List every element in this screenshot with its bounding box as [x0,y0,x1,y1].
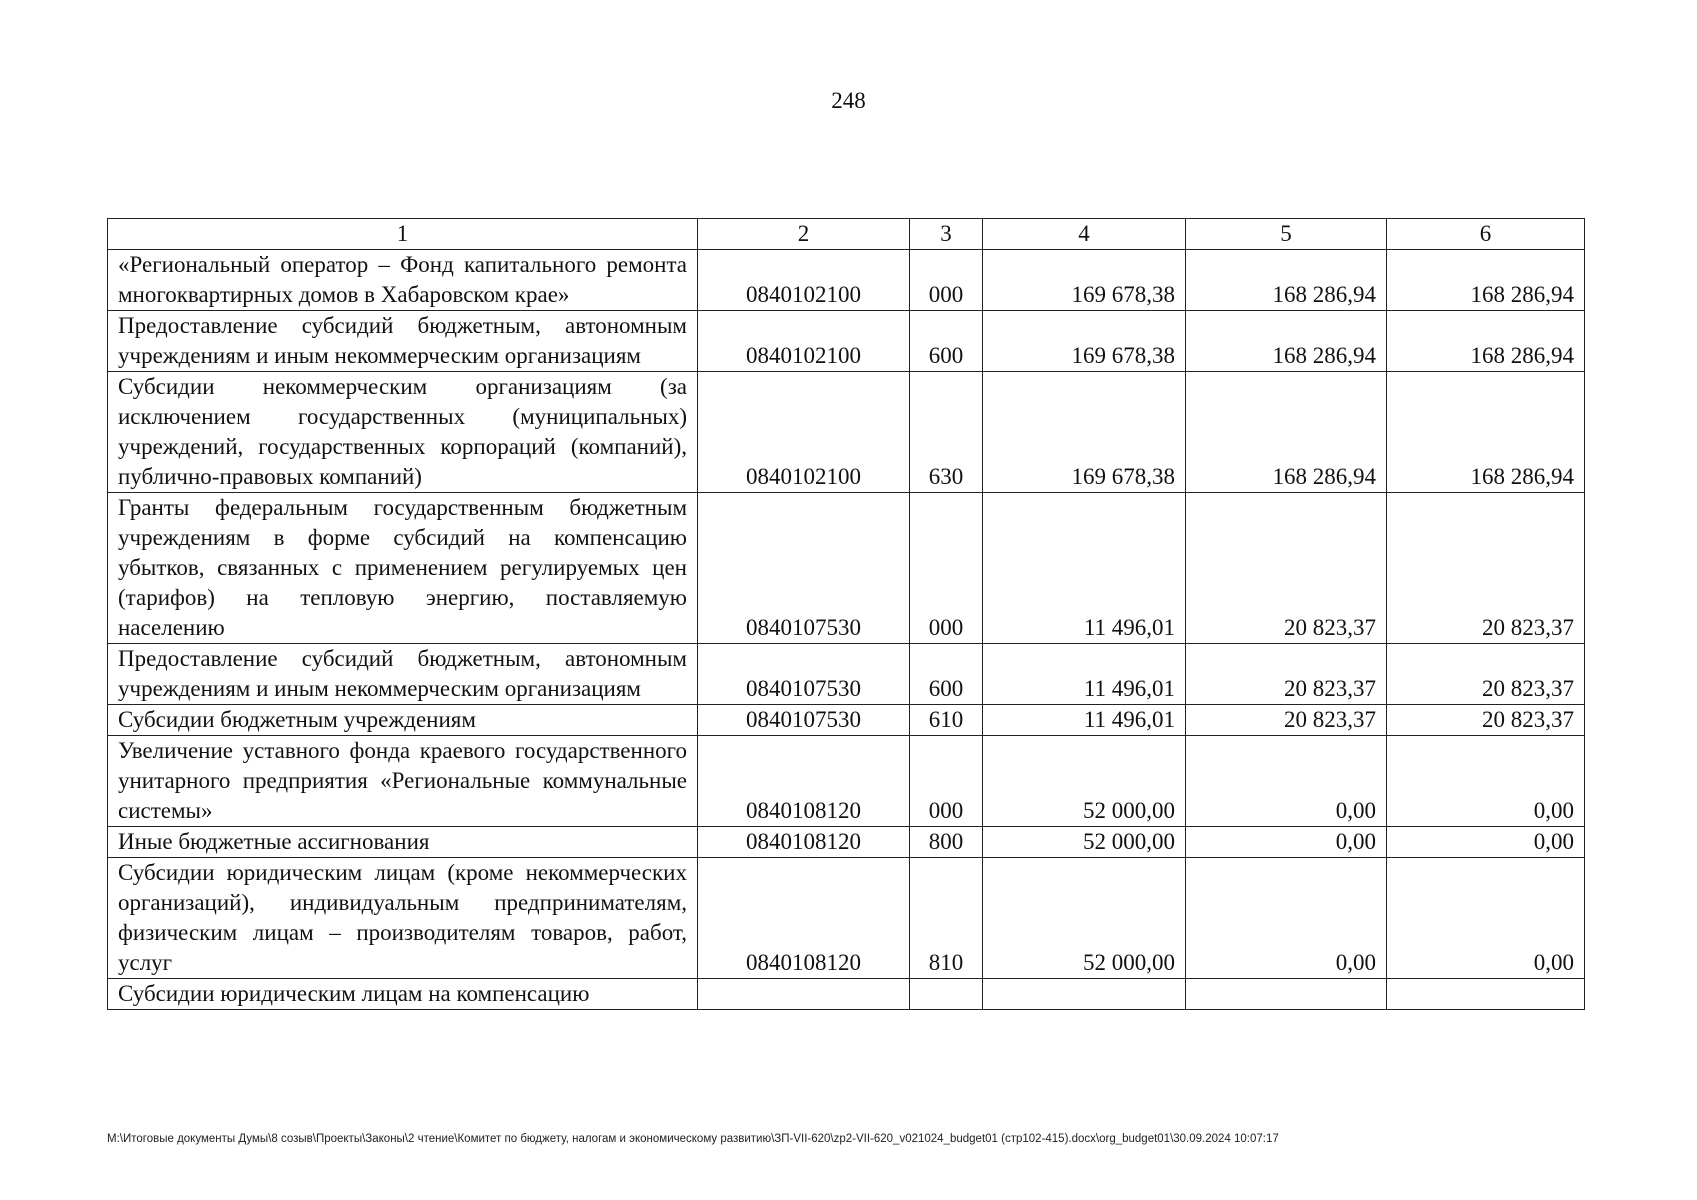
row-amount-col6: 0,00 [1387,736,1585,827]
row-amount-col4: 169 678,38 [983,372,1186,493]
column-header-6: 6 [1387,219,1585,250]
row-target-code: 0840107530 [698,644,910,705]
column-header-2: 2 [698,219,910,250]
row-amount-col6: 20 823,37 [1387,493,1585,644]
row-target-code: 0840108120 [698,827,910,858]
row-description: Предоставление субсидий бюджетным, автономным учреждениям и иным некоммерческим организациям [108,644,698,705]
table-row [108,311,1585,372]
table-row [108,736,1585,827]
row-amount-col4: 11 496,01 [983,705,1186,736]
row-amount-col5: 0,00 [1186,827,1387,858]
row-amount-col4: 169 678,38 [983,311,1186,372]
row-amount-col6: 20 823,37 [1387,644,1585,705]
row-amount-col4: 52 000,00 [983,858,1186,979]
document-file-path-footer: M:\Итоговые документы Думы\8 созыв\Проекты\Законы\2 чтение\Комитет по бюджету, налогам и экономическому развитию\ЗП-VII-620\zp2-VII-620_v021024_budget01 (стр102-415).docx\org_budget01\30.09.2024 10:07:17 [107,1133,1279,1145]
row-amount-col5: 0,00 [1186,858,1387,979]
table-row [108,827,1585,858]
row-amount-col4: 11 496,01 [983,493,1186,644]
row-expense-type: 610 [910,705,983,736]
row-amount-col4 [983,979,1186,1010]
row-description: Субсидии юридическим лицам (кроме некоммерческих организаций), индивидуальным предпринимателям, физическим лицам – производителям товаров, работ, услуг [108,858,698,979]
row-description: Предоставление субсидий бюджетным, автономным учреждениям и иным некоммерческим организациям [108,311,698,372]
row-amount-col5: 0,00 [1186,736,1387,827]
column-header-3: 3 [910,219,983,250]
row-description: Субсидии бюджетным учреждениям [108,705,698,736]
row-amount-col4: 11 496,01 [983,644,1186,705]
row-amount-col5: 20 823,37 [1186,644,1387,705]
column-header-4: 4 [983,219,1186,250]
table-row [108,979,1585,1010]
row-amount-col6: 168 286,94 [1387,250,1585,311]
row-expense-type: 810 [910,858,983,979]
row-amount-col5: 20 823,37 [1186,705,1387,736]
row-amount-col5: 168 286,94 [1186,311,1387,372]
row-expense-type: 600 [910,644,983,705]
row-description: Иные бюджетные ассигнования [108,827,698,858]
row-amount-col5 [1186,979,1387,1010]
table-row [108,250,1585,311]
row-expense-type: 600 [910,311,983,372]
row-amount-col6: 168 286,94 [1387,311,1585,372]
row-amount-col6 [1387,979,1585,1010]
column-header-1: 1 [108,219,698,250]
row-description: «Региональный оператор – Фонд капитального ремонта многоквартирных домов в Хабаровском крае» [108,250,698,311]
row-amount-col6: 20 823,37 [1387,705,1585,736]
row-amount-col6: 168 286,94 [1387,372,1585,493]
table-row [108,493,1585,644]
table-row [108,644,1585,705]
row-description: Увеличение уставного фонда краевого государственного унитарного предприятия «Региональные коммунальные системы» [108,736,698,827]
row-target-code: 0840102100 [698,250,910,311]
row-target-code: 0840107530 [698,493,910,644]
row-amount-col6: 0,00 [1387,827,1585,858]
row-amount-col5: 20 823,37 [1186,493,1387,644]
row-amount-col4: 52 000,00 [983,736,1186,827]
row-expense-type [910,979,983,1010]
table-row [108,705,1585,736]
table-row [108,858,1585,979]
budget-table [107,218,1585,1010]
page-number: 248 [831,88,866,113]
row-amount-col6: 0,00 [1387,858,1585,979]
row-target-code [698,979,910,1010]
row-expense-type: 000 [910,493,983,644]
table-row [108,372,1585,493]
row-expense-type: 000 [910,250,983,311]
row-target-code: 0840108120 [698,858,910,979]
row-description: Субсидии юридическим лицам на компенсацию [108,979,698,1010]
row-amount-col4: 52 000,00 [983,827,1186,858]
column-header-5: 5 [1186,219,1387,250]
row-expense-type: 800 [910,827,983,858]
row-target-code: 0840108120 [698,736,910,827]
row-expense-type: 000 [910,736,983,827]
table-header-row [108,219,1585,250]
row-description: Субсидии некоммерческим организациям (за исключением государственных (муниципальных) учреждений, государственных корпораций (компаний), публично-правовых компаний) [108,372,698,493]
row-amount-col4: 169 678,38 [983,250,1186,311]
row-target-code: 0840107530 [698,705,910,736]
row-amount-col5: 168 286,94 [1186,250,1387,311]
row-target-code: 0840102100 [698,311,910,372]
row-expense-type: 630 [910,372,983,493]
row-target-code: 0840102100 [698,372,910,493]
row-amount-col5: 168 286,94 [1186,372,1387,493]
row-description: Гранты федеральным государственным бюджетным учреждениям в форме субсидий на компенсацию убытков, связанных с применением регулируемых цен (тарифов) на тепловую энергию, поставляемую населению [108,493,698,644]
